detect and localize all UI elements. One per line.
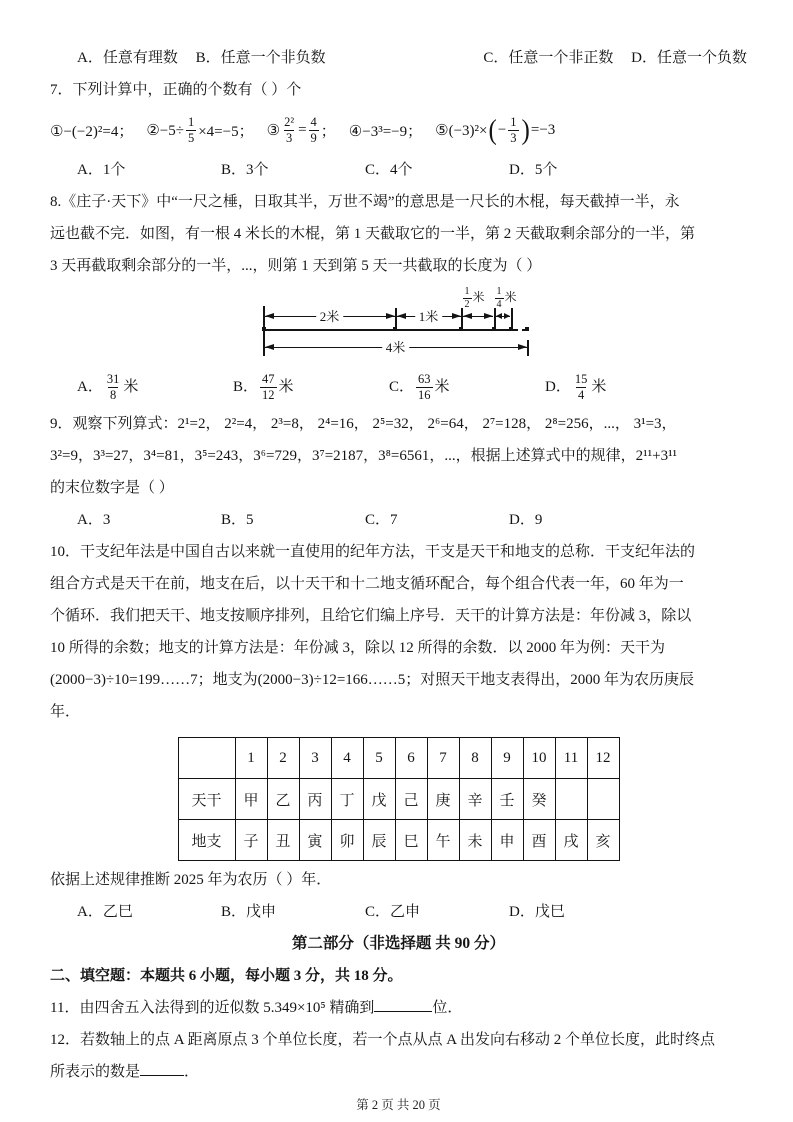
cell: 未: [459, 820, 491, 861]
cell: 丁: [331, 779, 363, 820]
numerator: 31: [106, 372, 120, 387]
answer-blank: [374, 997, 432, 1012]
question8-options: [50, 366, 747, 408]
page-number: 第 2 页 共 20 页: [356, 1098, 441, 1112]
q10-option-a: A．乙巳: [77, 904, 133, 920]
question11: [50, 992, 747, 1024]
q8-option-a: [77, 371, 233, 403]
question10-line2: 组合方式是天干在前，地支在后，以十天干和十二地支循环配合，每个组合代表一年，60 年为一: [50, 576, 684, 592]
question9-line2: 3²=9，3³=27，3⁴=81，3⁵=243，3⁶=729，3⁷=2187，3⁸=6561，...，根据上述算式中的规律，2¹¹+3¹¹: [50, 448, 678, 464]
unit: 米: [434, 379, 450, 395]
question12-line2: [50, 1056, 747, 1088]
q7-eq3-post: ；: [320, 123, 336, 140]
question10-options: [50, 896, 747, 928]
question12-line1: 12．若数轴上的点 A 距离原点 3 个单位长度，若一个点从点 A 出发向右移动 2 个单位长度，此时终点: [50, 1032, 716, 1048]
q10-option-d: D．戊巳: [509, 904, 565, 920]
cell: 申: [491, 820, 523, 861]
denominator: 5: [187, 130, 195, 145]
half-fraction: [463, 286, 472, 310]
cell: 9: [491, 738, 523, 779]
q7-equation-5: [435, 115, 555, 145]
question10-line3: 个循环．我们把天干、地支按顺序排列，且给它们编上序号．天干的计算方法是：年份减 3，除以: [50, 608, 692, 624]
cell: 己: [395, 779, 427, 820]
cell: 10: [523, 738, 555, 779]
quarter-meter-label: [494, 286, 517, 310]
q7-eq2-pre: ②−5÷: [146, 122, 184, 139]
cell: 癸: [523, 779, 555, 820]
q12-text-pre: 所表示的数是: [50, 1064, 141, 1080]
stick-line: [264, 329, 512, 331]
question9-options: [50, 504, 747, 536]
q9-option-a: A．3: [77, 512, 111, 528]
cell: 8: [459, 738, 491, 779]
q7-equation-2: [146, 115, 253, 145]
q9-option-d: D．9: [509, 512, 543, 528]
q7-eq3-fraction-2: [309, 115, 319, 145]
end-dot: [262, 327, 266, 331]
q7-eq5-minus: −: [497, 121, 507, 138]
numerator: 1: [496, 286, 502, 297]
question8-line3: 3 天再截取剩余部分的一半，...，则第 1 天到第 5 天一共截取的长度为（ ）: [50, 258, 542, 274]
denominator: 8: [109, 387, 117, 402]
q9-option-c: C．7: [365, 512, 398, 528]
dot-2m: [393, 327, 397, 331]
q7-eq3-fraction-1: [282, 115, 296, 145]
dim-arrow-half: [463, 316, 493, 317]
cell: 6: [395, 738, 427, 779]
q7-equation-3: [267, 115, 336, 145]
quarter-fraction: [495, 286, 504, 310]
question10-line1: 10．干支纪年法是中国自古以来就一直使用的纪年方法，干支是天干和地支的总称．干支纪年法的: [50, 544, 696, 560]
option-letter: B．: [233, 379, 259, 395]
q7-eq5-post: =−3: [530, 121, 556, 138]
cell: 丑: [267, 820, 299, 861]
q6-option-a: A．任意有理数: [77, 50, 178, 66]
denominator: 3: [285, 130, 293, 145]
answer-blank: [140, 1061, 184, 1076]
cell: 2: [267, 738, 299, 779]
q11-text-pre: 11．由四舍五入法得到的近似数 5.349×10⁵ 精确到: [50, 1000, 375, 1016]
cell: 巳: [395, 820, 427, 861]
dim-label-4m: 4米: [382, 340, 410, 356]
question10-line5: (2000−3)÷10=199……7；地支为(2000−3)÷12=166……5；对照天干地支表得出，2000 年为农历庚辰: [50, 672, 695, 688]
dot-3m: [459, 327, 463, 331]
left-parenthesis: (: [488, 114, 497, 146]
dim-arrow-quarter: [496, 316, 510, 317]
cell: [178, 738, 235, 779]
q8-option-c: [389, 371, 545, 403]
denominator: 4: [577, 387, 585, 402]
unit: 米: [591, 379, 607, 395]
dim-label-1m: 1米: [415, 309, 443, 325]
q7-eq5-fraction: [508, 115, 518, 145]
q10-option-c: C．乙申: [365, 904, 421, 920]
denominator: 9: [310, 130, 317, 145]
cell: 5: [363, 738, 395, 779]
dim-label-2m: 2米: [316, 309, 344, 325]
dot-4m: [525, 327, 529, 331]
cell: 12: [587, 738, 619, 779]
q8-option-b: [233, 371, 389, 403]
q9-option-b: B．5: [221, 512, 254, 528]
option-fraction: [260, 372, 277, 402]
option-letter: C．: [389, 379, 415, 395]
unit: 米: [504, 290, 517, 305]
cell: 7: [427, 738, 459, 779]
table-row-tiangan: [178, 779, 619, 820]
q7-eq5-pre: ⑤(−3)²×: [435, 122, 488, 139]
denominator: 12: [262, 387, 275, 402]
cell: 天干: [178, 779, 235, 820]
section2-title: 二、填空题：本题共 6 小题，每小题 3 分，共 18 分。: [50, 968, 403, 984]
option-letter: D．: [545, 379, 571, 395]
cell: 11: [555, 738, 587, 779]
q7-option-d: D．5个: [509, 162, 558, 178]
cell: 戊: [363, 779, 395, 820]
q10-option-b: B．戊申: [221, 904, 277, 920]
q6-options-right: [483, 42, 747, 74]
dot-3p5m: [492, 327, 496, 331]
q7-eq2-post: ×4=−5；: [198, 123, 254, 140]
cell: 辰: [363, 820, 395, 861]
cell: 乙: [267, 779, 299, 820]
q12-text-post: ．: [184, 1064, 200, 1080]
q8-option-d: [545, 371, 701, 403]
cell: 4: [331, 738, 363, 779]
question7-options: [50, 154, 747, 186]
ganzhi-table: [178, 737, 620, 861]
q6-option-c: C．任意一个非正数: [483, 50, 614, 66]
denominator: 2: [464, 298, 470, 310]
cell: [555, 779, 587, 820]
q6-options-left: [77, 42, 326, 74]
cell: 地支: [178, 820, 235, 861]
cell: 寅: [299, 820, 331, 861]
question8-line2: 远也截不完．如图，有一根 4 米长的木棍，第 1 天截取它的一半，第 2 天截取剩余部分的一半，第: [50, 226, 696, 242]
numerator: 1: [510, 115, 517, 130]
half-meter-label: [462, 286, 485, 310]
option-fraction: [573, 372, 590, 402]
denominator: 3: [510, 130, 517, 145]
option-letter: A．: [77, 379, 103, 395]
denominator: 16: [418, 387, 431, 402]
numerator: 47: [262, 372, 275, 387]
q7-equation-1: ①−(−2)²=4；: [50, 123, 134, 140]
part2-heading: 第二部分（非选择题 共 90 分）: [291, 935, 506, 952]
cell: 午: [427, 820, 459, 861]
table-row-index: [178, 738, 619, 779]
tick-mark-right: [527, 340, 529, 356]
cell: 3: [299, 738, 331, 779]
unit: 米: [123, 379, 139, 395]
cell: 甲: [235, 779, 267, 820]
numerator: 2²: [284, 115, 295, 130]
cell: 1: [235, 738, 267, 779]
stick-diagram: [254, 284, 544, 366]
numerator: 4: [310, 115, 317, 130]
q11-text-post: 位．: [432, 1000, 463, 1016]
cell: 亥: [587, 820, 619, 861]
question9-line3: 的末位数字是（ ）: [50, 480, 174, 496]
cell: 酉: [523, 820, 555, 861]
dim-arrow-1m: [397, 309, 461, 325]
question9-line1: 9．观察下列算式：2¹=2， 2²=4， 2³=8， 2⁴=16， 2⁵=32， 2⁶=64， 2⁷=128， 2⁸=256，...， 3¹=3，: [50, 416, 677, 432]
cell: 戌: [555, 820, 587, 861]
question10-line4: 10 所得的余数；地支的计算方法是：年份减 3，除以 12 所得的余数．以 2000 年为例：天干为: [50, 640, 666, 656]
q7-option-a: A．1个: [77, 162, 126, 178]
dim-arrow-2m: [265, 309, 395, 325]
q7-equation-4: ④−3³=−9；: [348, 123, 423, 140]
right-parenthesis: ): [521, 114, 530, 146]
dim-arrow-total: [265, 340, 527, 356]
q7-eq3-pre: ③: [266, 122, 281, 139]
unit: 米: [472, 290, 485, 305]
question7-stem: 7．下列计算中，正确的个数有（ ）个: [50, 82, 302, 98]
q7-eq3-equals: =: [298, 121, 307, 138]
question10-line6: 年．: [50, 704, 81, 720]
numerator: 1: [464, 286, 470, 297]
option-fraction: [105, 372, 122, 402]
q7-option-c: C．4个: [365, 162, 413, 178]
cell: 壬: [491, 779, 523, 820]
numerator: 15: [574, 372, 588, 387]
question8-line1: 8.《庄子·天下》中“一尺之棰，日取其半，万世不竭”的意思是一尺长的木棍，每天截掉一半，永: [50, 194, 680, 210]
denominator: 4: [496, 298, 502, 310]
cell: 辛: [459, 779, 491, 820]
cell: 庚: [427, 779, 459, 820]
q6-option-b: B．任意一个非负数: [195, 50, 326, 66]
table-row-dizhi: [178, 820, 619, 861]
numerator: 63: [418, 372, 431, 387]
question6-options: [50, 42, 747, 74]
cell: 卯: [331, 820, 363, 861]
numerator: 1: [187, 115, 195, 130]
q6-option-d: D．任意一个负数: [631, 50, 747, 66]
q7-eq2-fraction: [186, 115, 196, 145]
unit: 米: [278, 379, 294, 395]
dot-3p75m: [509, 327, 513, 331]
option-fraction: [416, 372, 433, 402]
cell: [587, 779, 619, 820]
question7-equations: [50, 106, 747, 154]
question10-conclude: 依据上述规律推断 2025 年为农历（ ）年．: [50, 872, 332, 888]
q7-option-b: B．3个: [221, 162, 269, 178]
cell: 子: [235, 820, 267, 861]
cell: 丙: [299, 779, 331, 820]
